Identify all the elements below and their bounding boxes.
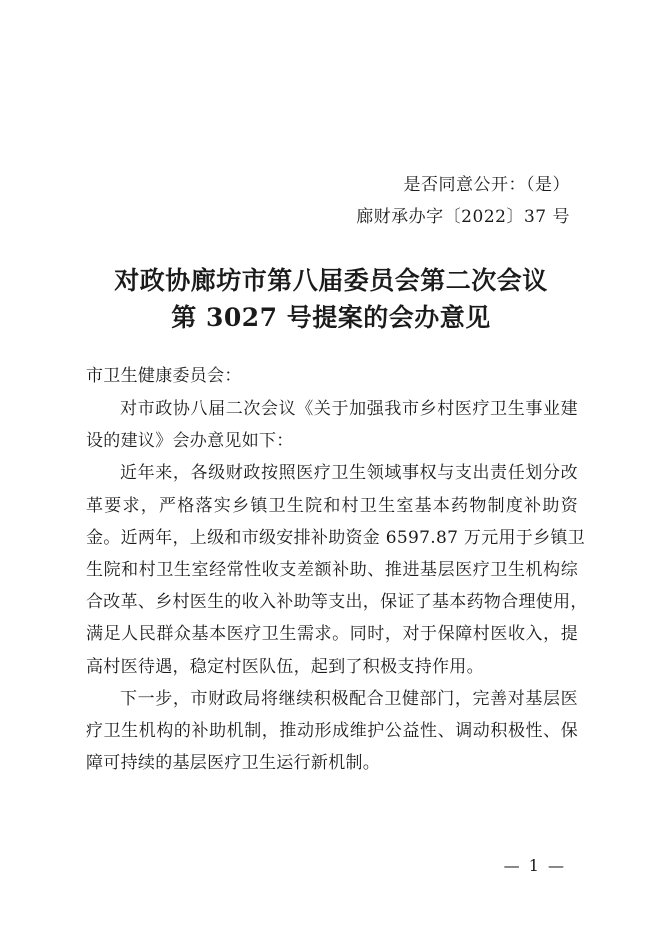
paragraph [86,393,578,457]
page-number: — 1 — [503,856,566,875]
paragraph-line: 设的建议》会办意见如下： [86,431,294,452]
document-title-line-2: 第 3027 号提案的会办意见 [171,303,491,332]
body-content [86,393,588,779]
paragraph [86,683,578,780]
paragraph-line: 下一步，市财政局将继续积极配合卫健部门，完善对基层医 [120,688,578,709]
document-number: 廊财承办字〔2022〕37 号 [356,207,570,227]
document-title-line-1: 对政协廊坊市第八届委员会第二次会议 [114,266,548,295]
salutation: 市卫生健康委员会： [86,366,242,386]
paragraph [86,457,588,682]
paragraph-line: 近年来，各级财政按照医疗卫生领域事权与支出责任划分改 [120,463,578,484]
paragraph-line: 障可持续的基层医疗卫生运行新机制。 [86,753,381,774]
paragraph-line: 满足人民群众基本医疗卫生需求。同时，对于保障村医收入，提 [86,624,578,645]
paragraph-line: 疗卫生机构的补助机制，推动形成维护公益性、调动积极性、保 [86,720,578,741]
paragraph-line: 合改革、乡村医生的收入补助等支出，保证了基本药物合理使用， [86,592,588,613]
paragraph-line: 生院和村卫生室经常性收支差额补助、推进基层医疗卫生机构综 [86,559,578,580]
paragraph-line: 高村医待遇，稳定村医队伍，起到了积极支持作用。 [86,656,484,677]
disclosure-note: 是否同意公开：（是） [403,175,570,195]
paragraph-line: 金。近两年，上级和市级安排补助资金 6597.87 万元用于乡镇卫 [86,527,586,548]
paragraph-line: 对市政协八届二次会议《关于加强我市乡村医疗卫生事业建 [120,399,578,419]
paragraph-line: 革要求，严格落实乡镇卫生院和村卫生室基本药物制度补助资 [86,495,578,516]
